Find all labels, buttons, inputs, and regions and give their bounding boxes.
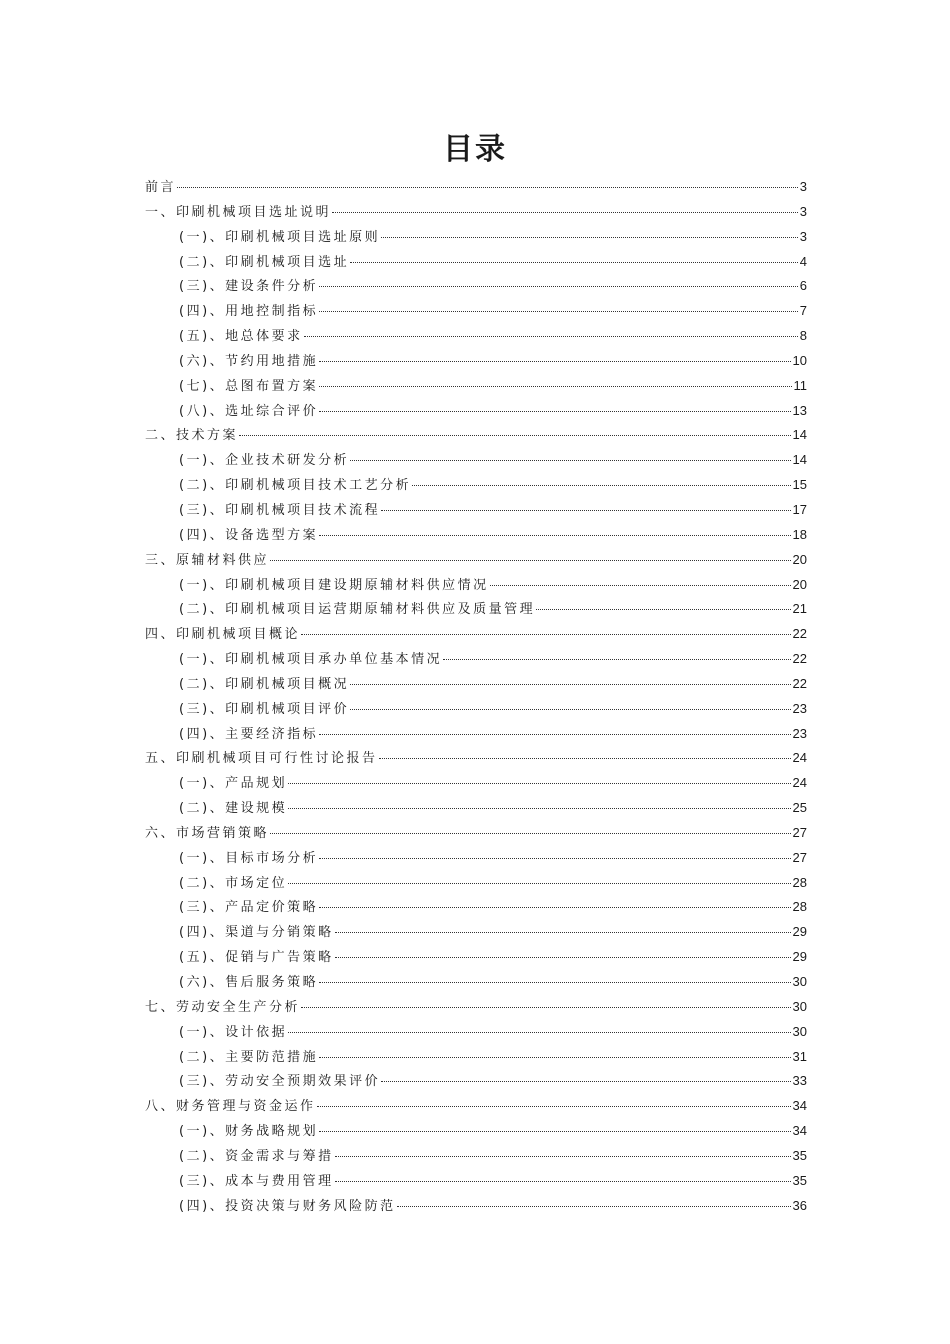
toc-entry-label: 五、印刷机械项目可行性讨论报告: [145, 751, 378, 767]
toc-entry[interactable]: [145, 375, 807, 400]
toc-entry-label: (二)、印刷机械项目运营期原辅材料供应及质量管理: [179, 602, 536, 618]
dot-leader: [319, 535, 790, 536]
toc-page-number: 7: [799, 303, 807, 319]
toc-page-number: 3: [799, 228, 807, 244]
toc-entry-label: 一、印刷机械项目选址说明: [145, 204, 332, 220]
toc-page-number: 11: [793, 377, 807, 393]
toc-entry-label: (二)、印刷机械项目选址: [179, 254, 350, 270]
toc-entry[interactable]: [145, 1046, 807, 1071]
toc-entry[interactable]: [145, 797, 807, 822]
toc-entry-label: (二)、市场定位: [179, 875, 288, 891]
toc-entry-label: 四、印刷机械项目概论: [145, 627, 301, 643]
toc-entry-label: (三)、产品定价策略: [179, 900, 319, 916]
dot-leader: [381, 510, 790, 511]
toc-entry[interactable]: [145, 1070, 807, 1095]
toc-page-number: 24: [792, 750, 807, 766]
toc-entry-label: (三)、印刷机械项目技术流程: [179, 502, 381, 518]
toc-entry-label: (六)、售后服务策略: [179, 975, 319, 990]
toc-entry-label: 六、市场营销策略: [145, 825, 270, 841]
toc-page-number: 31: [792, 1048, 807, 1064]
toc-page-number: 35: [792, 1172, 807, 1188]
toc-entry[interactable]: [145, 996, 807, 1021]
dot-leader: [177, 187, 798, 188]
toc-page-number: 4: [799, 253, 807, 269]
toc-page-number: 20: [792, 576, 807, 592]
toc-entry-label: 三、原辅材料供应: [145, 552, 270, 568]
dot-leader: [239, 435, 791, 436]
toc-entry[interactable]: [145, 1170, 807, 1195]
dot-leader: [335, 957, 791, 958]
toc-page-number: 8: [799, 328, 807, 344]
toc-page-number: 36: [792, 1197, 807, 1213]
toc-entry[interactable]: [145, 424, 807, 449]
dot-leader: [381, 1081, 790, 1082]
toc-entry-label: (一)、印刷机械项目选址原则: [179, 229, 381, 245]
toc-page-number: 27: [792, 849, 807, 865]
toc-title: 目录: [443, 132, 507, 167]
toc-entry-label: (四)、用地控制指标: [179, 304, 319, 320]
toc-entry-label: (二)、印刷机械项目技术工艺分析: [179, 478, 412, 494]
toc-entry[interactable]: [145, 474, 807, 499]
toc-entry[interactable]: [145, 524, 807, 549]
dot-leader: [319, 982, 790, 983]
toc-entry-label: (一)、印刷机械项目建设期原辅材料供应情况: [179, 577, 489, 593]
toc-entry[interactable]: [145, 1195, 807, 1220]
toc-entry-label: (二)、建设规模: [179, 801, 288, 817]
toc-entry-label: (八)、选址综合评价: [179, 403, 319, 419]
dot-leader: [288, 808, 790, 809]
toc-entry[interactable]: [145, 1145, 807, 1170]
toc-entry-label: (二)、印刷机械项目概况: [179, 676, 350, 692]
toc-entry[interactable]: [145, 300, 807, 325]
toc-entry[interactable]: [145, 251, 807, 276]
toc-page-number: 22: [792, 651, 807, 667]
toc-page-number: 29: [792, 949, 807, 965]
dot-leader: [319, 1131, 790, 1132]
dot-leader: [319, 311, 798, 312]
toc-page-number: 28: [792, 874, 807, 890]
toc-entry-label: (一)、企业技术研发分析: [179, 453, 350, 469]
toc-page-number: 18: [792, 526, 807, 542]
dot-leader: [319, 1057, 790, 1058]
toc-page-number: 28: [792, 899, 807, 915]
toc-entry[interactable]: [145, 201, 807, 226]
toc-entry-label: (二)、主要防范措施: [179, 1049, 319, 1065]
toc-entry-label: (四)、主要经济指标: [179, 726, 319, 742]
toc-page-number: 15: [792, 477, 807, 493]
toc-entry[interactable]: [145, 698, 807, 723]
toc-entry[interactable]: [145, 623, 807, 648]
dot-leader: [381, 237, 798, 238]
dot-leader: [335, 932, 791, 933]
toc-entry-label: (五)、地总体要求: [179, 329, 303, 345]
toc-entry[interactable]: [145, 921, 807, 946]
dot-leader: [319, 734, 790, 735]
toc-page-number: 33: [792, 1073, 807, 1089]
toc-entry-label: (一)、设计依据: [179, 1024, 288, 1040]
toc-page-number: 3: [799, 179, 807, 194]
dot-leader: [350, 262, 798, 263]
dot-leader: [301, 634, 791, 635]
toc-entry-label: (四)、设备选型方案: [179, 527, 319, 543]
toc-entry[interactable]: [145, 574, 807, 599]
dot-leader: [301, 1007, 791, 1008]
toc-page-number: 21: [792, 601, 807, 617]
toc-entry-label: (一)、财务战略规划: [179, 1124, 319, 1140]
dot-leader: [304, 336, 798, 337]
toc-entry-label: (七)、总图布置方案: [179, 378, 319, 394]
toc-entry-label: 二、技术方案: [145, 428, 239, 444]
dot-leader: [270, 560, 791, 561]
toc-page-number: 20: [792, 551, 807, 567]
toc-entry[interactable]: [145, 971, 807, 996]
toc-entry-label: 前言: [145, 180, 177, 195]
toc-page-number: 22: [792, 675, 807, 691]
toc-page-number: 29: [792, 924, 807, 940]
toc-entry[interactable]: [145, 598, 807, 623]
toc-entry[interactable]: [145, 275, 807, 300]
toc-entry[interactable]: [145, 847, 807, 872]
toc-entry[interactable]: [145, 747, 807, 772]
dot-leader: [443, 659, 790, 660]
toc-entry[interactable]: [145, 946, 807, 971]
toc-entry[interactable]: [145, 896, 807, 921]
toc-page-number: 6: [799, 278, 807, 294]
toc-entry-label: (一)、产品规划: [179, 776, 288, 792]
toc-entry-label: (三)、劳动安全预期效果评价: [179, 1074, 381, 1090]
dot-leader: [319, 411, 790, 412]
toc-page-number: 23: [792, 700, 807, 716]
toc-page-number: 34: [792, 1123, 807, 1139]
toc-page-number: 22: [792, 626, 807, 642]
dot-leader: [490, 585, 791, 586]
toc-entry[interactable]: [145, 872, 807, 897]
toc-page-number: 17: [792, 501, 807, 517]
toc-page-number: 27: [792, 824, 807, 840]
toc-entry[interactable]: [145, 673, 807, 698]
toc-entry[interactable]: [145, 1095, 807, 1120]
dot-leader: [288, 1032, 790, 1033]
dot-leader: [350, 684, 790, 685]
toc-entry[interactable]: [145, 325, 807, 350]
toc-page-number: 14: [792, 427, 807, 443]
dot-leader: [288, 783, 790, 784]
toc-page-number: 34: [792, 1098, 807, 1114]
toc-entry[interactable]: [145, 499, 807, 524]
toc-entry[interactable]: [145, 400, 807, 425]
toc-page-number: 24: [792, 775, 807, 791]
toc-entry-label: (六)、节约用地措施: [179, 353, 319, 369]
toc-entry-label: (一)、印刷机械项目承办单位基本情况: [179, 652, 443, 668]
toc-page-number: 23: [792, 725, 807, 741]
dot-leader: [350, 709, 790, 710]
dot-leader: [319, 386, 791, 387]
toc-entry-label: (一)、目标市场分析: [179, 850, 319, 866]
toc-entry-label: (三)、成本与费用管理: [179, 1173, 334, 1189]
toc-page-number: 10: [792, 352, 807, 368]
dot-leader: [335, 1181, 791, 1182]
toc-page-number: 13: [792, 402, 807, 418]
dot-leader: [536, 609, 790, 610]
toc-entry[interactable]: [145, 176, 807, 201]
toc-entry-label: (五)、促销与广告策略: [179, 950, 334, 966]
toc-entry[interactable]: [145, 350, 807, 375]
toc-page-number: 14: [792, 452, 807, 468]
dot-leader: [270, 833, 791, 834]
toc-entry[interactable]: [145, 549, 807, 574]
table-of-contents: [145, 176, 807, 1219]
toc-entry-label: (二)、资金需求与筹措: [179, 1148, 334, 1164]
dot-leader: [319, 858, 790, 859]
dot-leader: [319, 907, 790, 908]
dot-leader: [288, 883, 790, 884]
toc-entry[interactable]: [145, 723, 807, 748]
dot-leader: [350, 460, 790, 461]
toc-entry[interactable]: [145, 772, 807, 797]
toc-page-number: 30: [792, 998, 807, 1014]
dot-leader: [319, 286, 798, 287]
dot-leader: [412, 485, 790, 486]
toc-entry[interactable]: [145, 1021, 807, 1046]
dot-leader: [379, 758, 791, 759]
dot-leader: [332, 212, 798, 213]
toc-page-number: 35: [792, 1147, 807, 1163]
toc-entry[interactable]: [145, 449, 807, 474]
dot-leader: [317, 1106, 791, 1107]
toc-entry[interactable]: [145, 648, 807, 673]
toc-page-number: 3: [799, 203, 807, 219]
toc-entry[interactable]: [145, 226, 807, 251]
toc-page-number: 25: [792, 800, 807, 816]
toc-page-number: 30: [792, 974, 807, 989]
toc-entry[interactable]: [145, 1120, 807, 1145]
toc-entry-label: (三)、印刷机械项目评价: [179, 701, 350, 717]
toc-entry-label: 七、劳动安全生产分析: [145, 999, 301, 1015]
toc-entry[interactable]: [145, 822, 807, 847]
toc-entry-label: (三)、建设条件分析: [179, 279, 319, 295]
dot-leader: [335, 1156, 791, 1157]
dot-leader: [397, 1206, 791, 1207]
dot-leader: [319, 361, 790, 362]
toc-entry-label: (四)、投资决策与财务风险防范: [179, 1198, 396, 1214]
toc-page-number: 30: [792, 1023, 807, 1039]
toc-entry-label: (四)、渠道与分销策略: [179, 925, 334, 941]
toc-entry-label: 八、财务管理与资金运作: [145, 1099, 316, 1115]
